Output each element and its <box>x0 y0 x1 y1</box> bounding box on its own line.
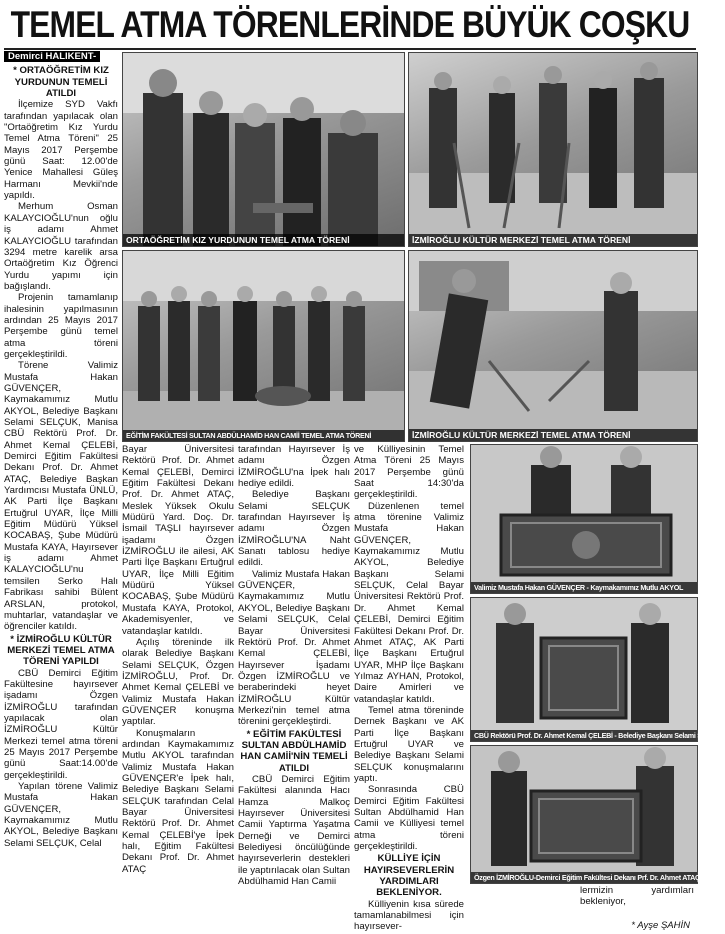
column-4 <box>354 444 464 933</box>
photo-illustration <box>471 746 697 883</box>
paragraph: Külliyenin kısa sürede tamamlanabilmesi için hayırsever- <box>354 898 464 933</box>
author-signature: * Ayşe ŞAHİN <box>631 920 690 931</box>
paragraph: Valimiz Mustafa Hakan GÜVENÇER, Kaymakamımız Mutlu AKYOL, Belediye Başkanı Selami SELÇUK, Celal Bayar Üniversitesi Rektörü Prof. Dr. Ahmet Kemal ÇELEBİ, Hayırsever İşadamı Özgen İZMİROĞLU ve beraberindeki heyet İZMİROĞLU Kültür Merkezi'nin temel atma törenini gerçekleştirdi. <box>238 568 350 728</box>
photo-caption: Valimiz Mustafa Hakan GÜVENÇER - Kaymakamımız Mutlu AKYOL <box>471 582 697 593</box>
photo-caption: ORTAÖĞRETİM KIZ YURDUNUN TEMEL ATMA TÖRENİ <box>123 234 404 246</box>
photo-izmiroglu-2 <box>408 250 698 442</box>
column-2 <box>122 444 234 929</box>
paragraph: İlçemize SYD Vakfı tarafından yapılacak olan "Ortaöğretim Kız Yurdu Temel Atma Töreni" 25 Mayıs 2017 Perşembe günü Saat: 12.00'de Yenice Mahallesi Güleş Harmanı Mevkii'nde yapıldı. <box>4 99 118 202</box>
paragraph: Belediye Başkanı Selami SELÇUK tarafından Hayırsever İş adamı Özgen İZMİROĞLU'NA Naht Sanatı tablosu hediye edildi. <box>238 489 350 569</box>
paragraph: Açılış töreninde ilk olarak Belediye Başkanı Selami SELÇUK, Özgen İZMİROĞLU, Prof. Dr. Ahmet Kemal ÇELEBİ ve Valimiz Mustafa Hakan GÜVENÇER konuşma yaptılar. <box>122 636 234 728</box>
photo-illustration <box>123 53 404 246</box>
photo-carpet-dekan <box>470 745 698 884</box>
column-5 <box>580 885 694 915</box>
paragraph: ve Külliyesinin Temel Atma Töreni 25 Mayıs 2017 Perşembe günü Saat 14:30'da gerçekleştirildi. <box>354 444 464 501</box>
paragraph: Sonrasında CBÜ Demirci Eğitim Fakültesi Sultan Abdülhamid Han Camii ve Külliyesi temel atma töreni gerçekleştirildi. <box>354 784 464 853</box>
paragraph: lermizin yardımları bekleniyor, <box>580 885 694 908</box>
photo-caption: Özgen İZMİROĞLU-Demirci Eğitim Fakültesi Dekanı Prf. Dr. Ahmet ATAÇ <box>471 872 697 883</box>
photo-izmiroglu-1 <box>408 52 698 247</box>
paragraph: Düzenlenen temel atma törenine Valimiz Mustafa Hakan GÜVENÇER, Kaymakamımız Mutlu AKYOL, Belediye Başkanı Selami SELÇUK, Celal Bayar Üniversitesi Rektörü Prof. Dr. Ahmet Kemal ÇELEBİ, Demirci Eğitim Fakültesi Dekanı Prof. Dr. Ahmet ATAÇ, AK Parti İlçe Başkanı Ertuğrul UYAR, MHP İlçe Başkanı Yılmaz AYHAN, Protokol, Daire Amirleri ve vatandaşlar katıldı. <box>354 500 464 705</box>
photo-camii <box>122 250 405 442</box>
column-3 <box>238 444 350 929</box>
photo-carpet-vali <box>470 444 698 594</box>
subheading: * EĞİTİM FAKÜLTESİ SULTAN ABDÜLHAMİD HAN CAMİİ'NİN TEMELİ ATILDI <box>240 728 348 774</box>
photo-kiz-yurdu <box>122 52 405 247</box>
photo-illustration <box>409 53 697 246</box>
paragraph: CBÜ Demirci Eğitim Fakültesi alanında Hacı Hamza Malkoç Hayırsever Üniversitesi Camii Yaptırma Yaşatma Derneği ve Demirci Belediyesi öncülüğünde hayırseverlerin destekleri ile yaptırılacak olan Sultan Abdülhamid Han Camii <box>238 773 350 888</box>
photo-caption: İZMİROĞLU KÜLTÜR MERKEZİ TEMEL ATMA TÖRENİ <box>409 429 697 441</box>
paragraph: CBÜ Demirci Eğitim Fakültesine hayırsever işadamı Özgen İZMİROĞLU tarafından yapılacak olan İZMİROĞLU Kültür Merkezi temel atma töreni 25 Mayıs 2017 Perşembe günü Saat:14.00'de gerçekleştirildi. <box>4 667 118 781</box>
paragraph: Projenin tamamlanıp ihalesinin yapılmasının ardından 25 Mayıs 2017 Perşembe günü temel atma töreni gerçekleştirildi. <box>4 292 118 360</box>
paragraph: Merhum Osman KALAYCIOĞLU'nun oğlu iş adamı Ahmet KALAYCIOĞLU tarafından 3294 metre karelik arsa Ortaöğretim Kız Öğrenci Yurdu yapımı için bağışlandı. <box>4 201 118 292</box>
photo-carpet-rektor <box>470 597 725 742</box>
paragraph: Konuşmaların ardından Kaymakamımız Mutlu AKYOL tarafından Valimiz Mustafa Hakan GÜVENÇER'e İpek halı, Belediye Başkanı Selami SELÇUK tarafından Celal Bayar Üniversitesi Rektörü Prof. Dr. Ahmet Kemal ÇELEBİ'ye İpek halı, Eğitim Fakültesi Dekanı Prof. Dr. Ahmet ATAÇ <box>122 727 234 875</box>
subheading: KÜLLİYE İÇİN HAYIRSEVERLERİN YARDIMLARI BEKLENİYOR. <box>363 853 455 899</box>
photo-illustration <box>123 251 404 441</box>
photo-illustration <box>471 598 697 741</box>
paragraph: Temel atma töreninde Dernek Başkanı ve AK Parti İlçe Başkanı Ertuğrul UYAR ve Belediye Başkanı Selami SELÇUK konuşmalarını yaptı. <box>354 704 464 784</box>
column-1 <box>4 51 118 929</box>
subheading: * İZMİROĞLU KÜLTÜR MERKEZİ TEMEL ATMA TÖRENİ YAPILDI <box>7 633 115 668</box>
photo-caption: İZMİROĞLU KÜLTÜR MERKEZİ TEMEL ATMA TÖRENİ <box>409 234 697 246</box>
headline-rule <box>4 48 696 50</box>
paragraph: tarafından Hayırsever İş adamı Özgen İZMİROĞLU'na İpek halı hediye edildi. <box>238 444 350 490</box>
headline: TEMEL ATMA TÖRENLERİNDE BÜYÜK COŞKU <box>10 4 690 45</box>
paragraph: Törene Valimiz Mustafa Hakan GÜVENÇER, Kaymakamımız Mutlu AKYOL, Belediye Başkanı Selami SELÇUK, Manisa CBÜ Rektörü Prof. Dr. Ahmet Kemal ÇELEBİ, Demirci Eğitim Fakültesi Dekanı Prof. Dr. Ahmet ATAÇ, Belediye Başkan Yardımcısı Mustafa ÜNLÜ, AK Parti İlçe Başkanı Ertuğrul UYAR, İlçe Milli Eğitim Müdürü Yüksel KOCABAŞ, Şube Müdürü Mustafa KAYA, Hayırsever iş adamı Ahmet KALAYCIOĞLU'nu temsilen Serko Halı Fabrikası sahibi Bülent ARSLAN, protokol, muhtarlar, vatandaşlar ve öğrenciler katıldı. <box>4 360 118 633</box>
byline: Demirci HALIKENT- <box>4 51 100 62</box>
paragraph: Yapılan törene Valimiz Mustafa Hakan GÜVENÇER, Kaymakamımız Mutlu AKYOL, Belediye Başkanı Selami SELÇUK, Celal <box>4 781 118 849</box>
photo-illustration <box>409 251 697 441</box>
paragraph: Bayar Üniversitesi Rektörü Prof. Dr. Ahmet Kemal ÇELEBİ, Demirci Eğitim Fakültesi Dekanı Prof. Dr. Ahmet ATAÇ, Meslek Yüksek Okulu Müdürü Yard. Doç. Dr. İsmail TAŞLI hayırsever işadamı Özgen İZMİROĞLU ile ailesi, AK Parti İlçe Başkanı Ertuğrul UYAR, İlçe Milli Eğitim Müdürü Yüksel KOCABAŞ, Şube Müdürü Mustafa KAYA, Protokol, Akademisyenler, ve vatandaşlar katıldı. <box>122 444 234 637</box>
photo-caption: CBÜ Rektörü Prof. Dr. Ahmet Kemal ÇELEBİ - Belediye Başkanı Selami SELÇUK <box>471 730 697 741</box>
subheading: * ORTAÖĞRETİM KIZ YURDUNUN TEMELİ ATILDI <box>13 65 109 100</box>
photo-illustration <box>471 445 697 593</box>
photo-caption: EĞİTİM FAKÜLTESİ SULTAN ABDÜLHAMİD HAN CAMİİ TEMEL ATMA TÖRENİ <box>123 430 404 441</box>
